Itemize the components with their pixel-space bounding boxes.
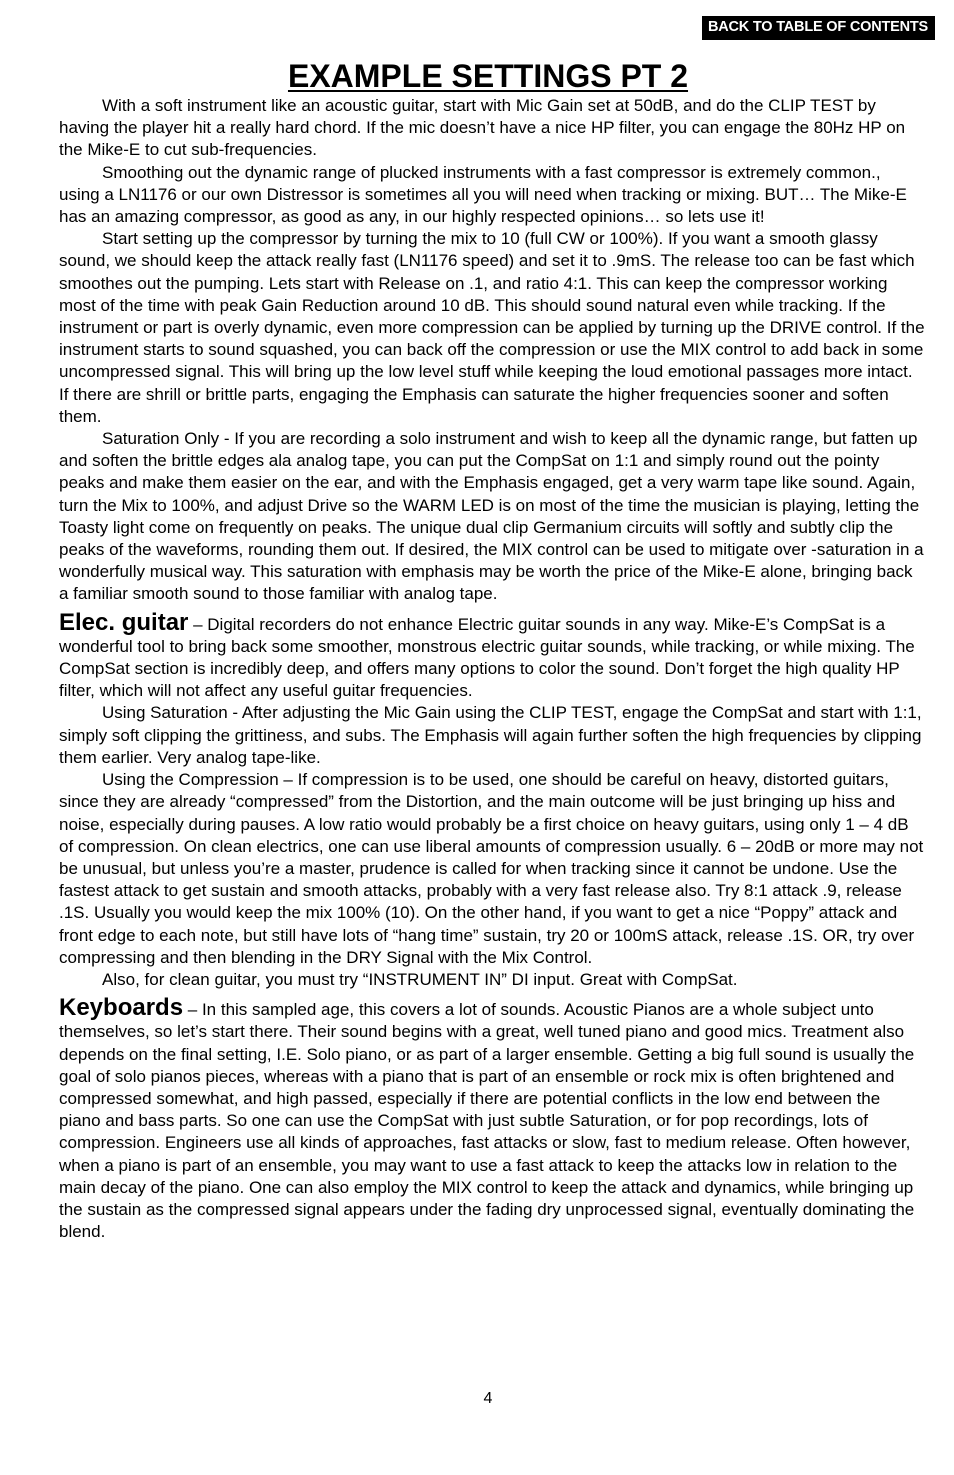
- elec-guitar-heading: Elec. guitar: [59, 608, 189, 636]
- keyboards-lead: – In this sampled age, this covers a lot of sounds. Acoustic Pianos are a whole subject unto themselves, so let’s start there. Their sound begins with a great, well tuned piano and good mics. Treatment also depends on the final setting, I.E. Solo piano, or as part of a larger ensemble. Getting a big full sound is usually the goal of solo pianos pieces, whereas with a piano that is part of an ensemble or rock mix is often brightened and compressed somewhat, and high passed, especially if there are potential conflicts in the low end between the piano and bass parts. So one can use the CompSat with just subtle Saturation, or for pop recordings, lots of compression. Engineers use all kinds of approaches, fast attacks or slow, fast to medium release. Often however, when a piano is part of an ensemble, you may want to use a fast attack to keep the attacks low in relation to the main decay of the piano. One can also employ the MIX control to keep the attack and dynamics, while bringing up the sustain as the compressed signal appears under the fading dry unprocessed signal, eventually dominating the blend.: [59, 1000, 915, 1242]
- keyboards-section: [59, 994, 925, 1243]
- elec-guitar-paragraph-compression: Using the Compression – If compression is to be used, one should be careful on heavy, distorted guitars, since they are already “compressed” from the Distortion, and the main outcome will be just bringing up hiss and noise, especially during pauses. A low ratio would probably be a first choice on heavy guitars, using only 1 – 4 dB of compression. On clean electrics, one can use liberal amounts of compression usually. 6 – 20dB or more may not be unusual, but unless you’re a master, prudence is called for when tracking since it cannot be undone. Use the fastest attack to get sustain and smooth attacks, probably with a very fast release also. Try 8:1 attack .9, release .1S. Usually you would keep the mix 100% (10). On the other hand, if you want to get a nice “Poppy” attack and front edge to each note, but still have lots of “hang time” sustain, try 20 or 100mS attack, release .1S. OR, try over compressing and then blending in the DRY Signal with the Mix Control.: [59, 770, 924, 967]
- elec-guitar-lead: – Digital recorders do not enhance Electric guitar sounds in any way. Mike-E’s CompSat is a wonderful tool to bring back some smoother, monstrous electric guitar sounds, while tracking, or while mixing. The CompSat section is incredibly deep, and offers many options to color the sound. Don’t forget the high quality HP filter, which will not affect any useful guitar frequencies.: [59, 614, 915, 701]
- intro-paragraph-compressor-setup: Start setting up the compressor by turning the mix to 10 (full CW or 100%). If you want a smooth glassy sound, we should keep the attack really fast (LN1176 speed) and set it to .9mS. The release too can be fast which smoothes out the pumping. Lets start with Release on .1, and ratio 4:1. This can keep the compressor working most of the time with peak Gain Reduction around 10 dB. This should sound natural even while tracking. If the instrument or part is overly dynamic, even more compression can be applied by turning up the DRIVE control. If the instrument starts to sound squashed, you can back off the compression or use the MIX control to add back in some uncompressed signal. This will bring up the low level stuff while keeping the loud emotional passages more intact. If there are shrill or brittle parts, engaging the Emphasis can saturate the higher frequencies sooner and soften them.: [59, 229, 925, 426]
- keyboards-heading: Keyboards: [59, 994, 184, 1022]
- intro-paragraph-acoustic: With a soft instrument like an acoustic guitar, start with Mic Gain set at 50dB, and do the CLIP TEST by having the player hit a really hard chord. If the mic doesn’t have a nice HP filter, you can engage the 80Hz HP on the Mike-E to cut sub-frequencies.: [59, 96, 906, 160]
- back-to-toc-button[interactable]: BACK TO TABLE OF CONTENTS: [702, 16, 935, 40]
- intro-paragraph-saturation-only: Saturation Only - If you are recording a solo instrument and wish to keep all the dynamic range, but fatten up and soften the brittle edges ala analog tape, you can put the CompSat on 1:1 and simply round out the pointy peaks and make them easier on the ear, and with the Emphasis engaged, get a very warm tape like sound. Again, turn the Mix to 100%, and adjust Drive so the WARM LED is on most of the time the musician is playing, letting the Toasty light come on frequently on peaks. The unique dual clip Germanium circuits will softly and subtly clip the peaks of the waveforms, rounding them out. If desired, the MIX control can be used to mitigate over -saturation in a wonderfully musical way. This saturation with emphasis may be worth the price of the Mike-E alone, bringing back a familiar smooth sound to those familiar with analog tape.: [59, 429, 924, 604]
- elec-guitar-section: [59, 608, 925, 703]
- page-body: [59, 95, 925, 1243]
- page-number: 4: [483, 1390, 493, 1407]
- elec-guitar-paragraph-saturation: Using Saturation - After adjusting the Mic Gain using the CLIP TEST, engage the CompSat and start with 1:1, simply soft clipping the grittiness, and subs. The Emphasis will again further soften the high frequencies by clipping them earlier. Very analog tape-like.: [59, 703, 922, 767]
- page-title: EXAMPLE SETTINGS PT 2: [287, 58, 689, 94]
- intro-paragraph-dynamic-range: Smoothing out the dynamic range of plucked instruments with a fast compressor is extremely common., using a LN1176 or our own Distressor is sometimes all you will need when tracking or mixing. BUT… The Mike-E has an amazing compressor, as good as any, in our highly respected opinions… so lets use it!: [59, 162, 907, 227]
- elec-guitar-paragraph-di-input: Also, for clean guitar, you must try “INSTRUMENT IN” DI input. Great with CompSat.: [102, 969, 738, 989]
